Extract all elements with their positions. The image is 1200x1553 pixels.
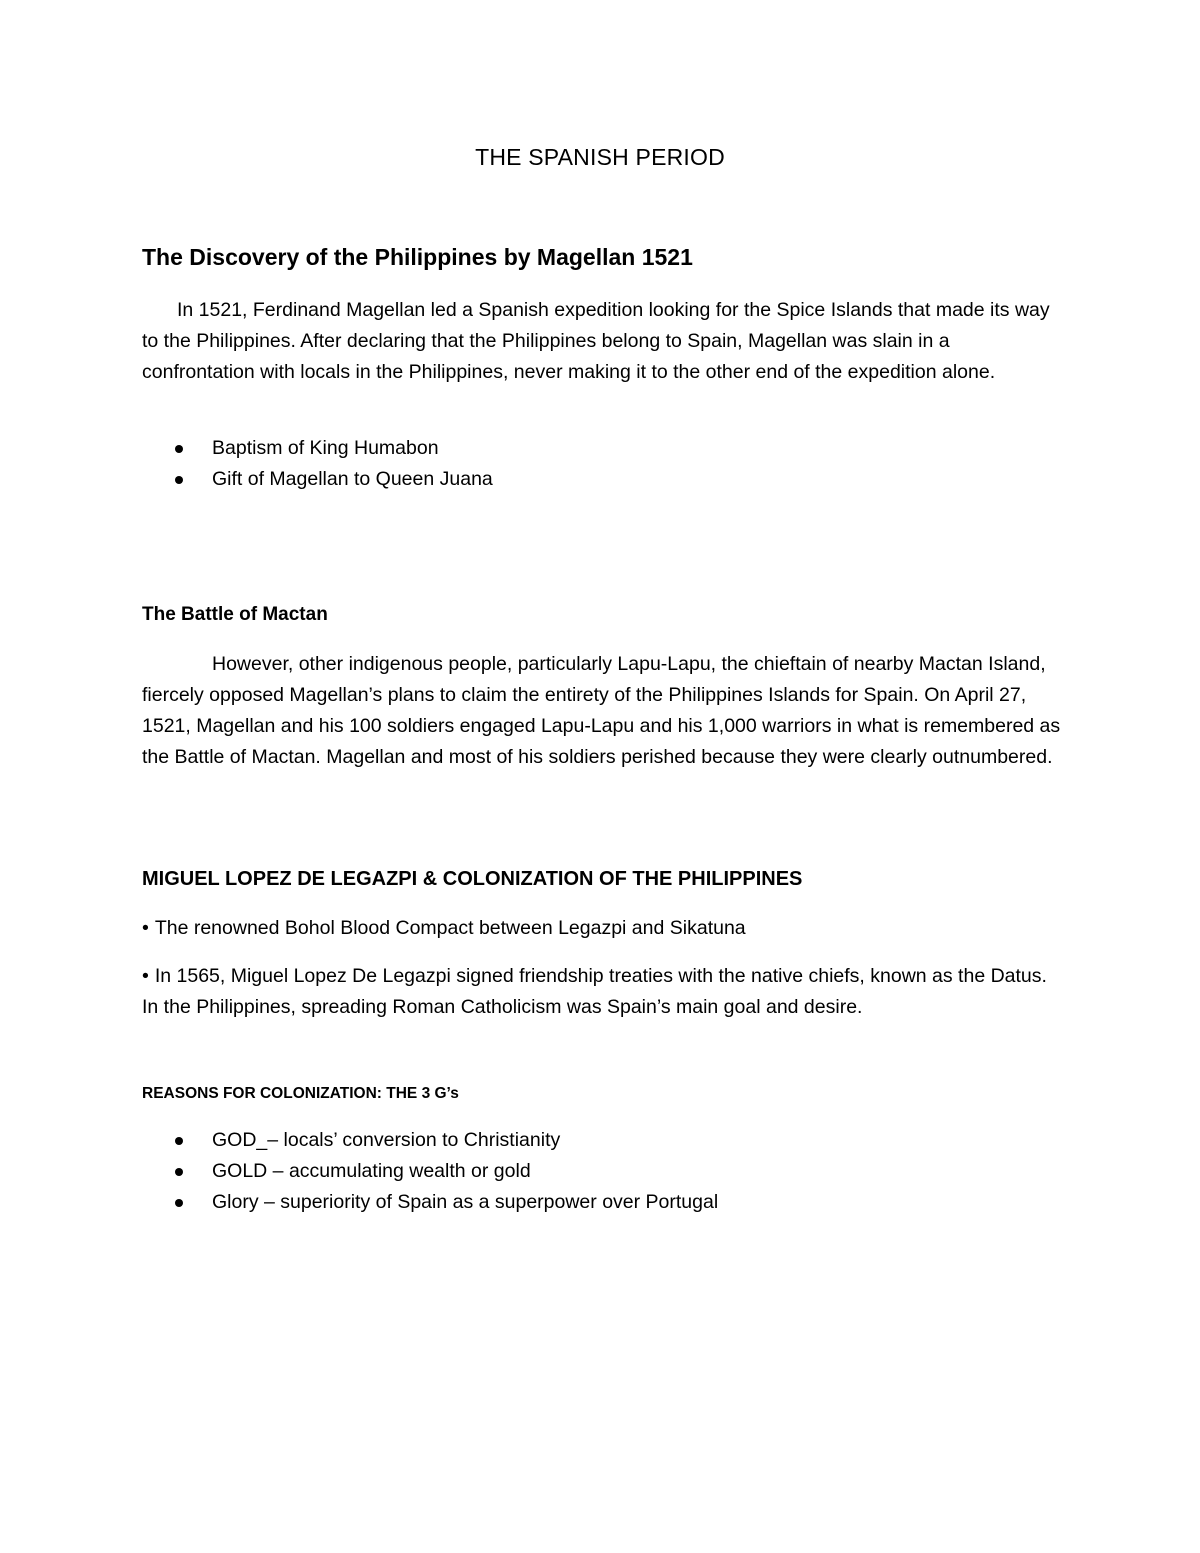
point-blood-compact xyxy=(142,913,1062,944)
list-item: Baptism of King Humabon xyxy=(142,433,493,464)
section-heading-reasons: REASONS FOR COLONIZATION: THE 3 G’s xyxy=(142,1085,459,1102)
section-heading-discovery: The Discovery of the Philippines by Magellan 1521 xyxy=(142,244,693,270)
section-heading-battle-of-mactan: The Battle of Mactan xyxy=(142,604,328,625)
point-text: The renowned Bohol Blood Compact between Legazpi and Sikatuna xyxy=(154,917,746,939)
document-title: THE SPANISH PERIOD xyxy=(475,144,725,170)
point-friendship-treaties xyxy=(142,961,1062,1023)
point-text: In 1565, Miguel Lopez De Legazpi signed friendship treaties with the native chiefs, known as the Datus. In the Philippines, spreading Roman Catholicism was Spain’s main goal and desire. xyxy=(142,965,1047,1018)
list-item: GOD_– locals’ conversion to Christianity xyxy=(142,1125,718,1156)
bullet-list-reasons xyxy=(142,1125,718,1218)
list-item: GOLD – accumulating wealth or gold xyxy=(142,1156,718,1187)
paragraph-battle-of-mactan: However, other indigenous people, particularly Lapu-Lapu, the chieftain of nearby Mactan Island, fiercely opposed Magellan’s plans to claim the entirety of the Philippines Islands for Spain. On April 27, 1521, Magellan and his 100 soldiers engaged Lapu-Lapu and his 1,000 warriors in what is remembered as the Battle of Mactan. Magellan and most of his soldiers perished because they were clearly outnumbered. xyxy=(142,653,1061,768)
list-item: Gift of Magellan to Queen Juana xyxy=(142,464,493,495)
section-heading-legazpi: MIGUEL LOPEZ DE LEGAZPI & COLONIZATION OF THE PHILIPPINES xyxy=(142,868,803,890)
paragraph-discovery: In 1521, Ferdinand Magellan led a Spanish expedition looking for the Spice Islands that made its way to the Philippines. After declaring that the Philippines belong to Spain, Magellan was slain in a confrontation with locals in the Philippines, never making it to the other end of the expedition alone. xyxy=(142,299,1050,383)
list-item: Glory – superiority of Spain as a superpower over Portugal xyxy=(142,1187,718,1218)
bullet-glyph: • xyxy=(142,965,149,987)
bullet-list-discovery xyxy=(142,433,493,495)
bullet-glyph: • xyxy=(142,917,149,939)
